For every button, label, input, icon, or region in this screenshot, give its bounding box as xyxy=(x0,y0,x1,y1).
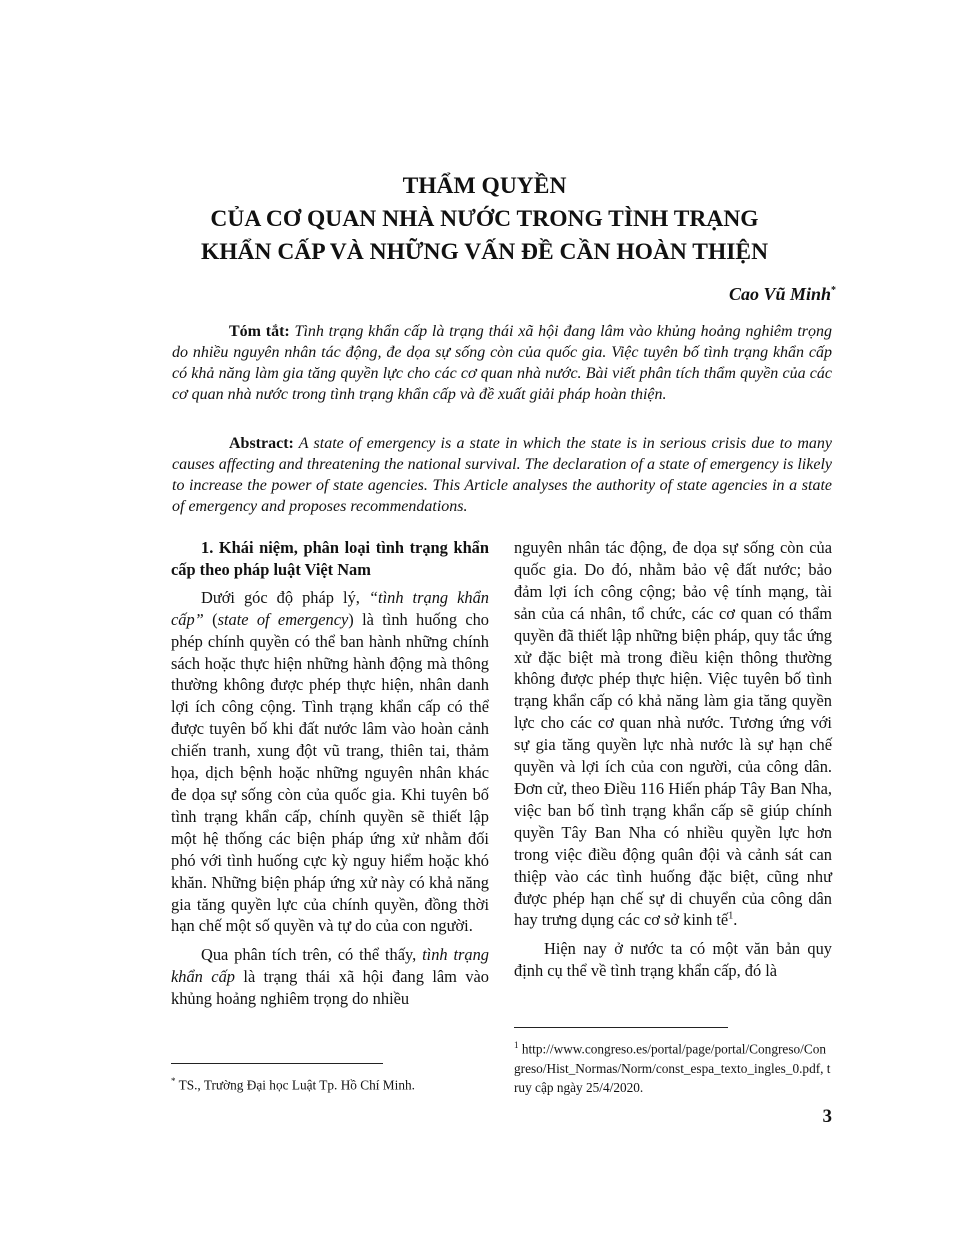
term-vi: “tình trạng khẩn cấp” xyxy=(171,587,489,629)
paragraph-2: Qua phân tích trên, có thể thấy, tình trạng khẩn cấp là trạng thái xã hội đang lâm vào khủng hoảng nghiêm trọng do nhiều xyxy=(171,945,490,1009)
paragraph-1: Dưới góc độ pháp lý, “tình trạng khẩn cấp” (state of emergency) là tình huống cho phép chính quyền có thể ban hành những chính sách hoặc thực hiện những hành động mà thông thường không được phép thực hiện, nhân danh lợi ích công cộng. Tình trạng khẩn cấp có thể được tuyên bố khi đất nước lâm vào hoàn cảnh chiến tranh, xung đột vũ trang, thiên tai, thảm họa, dịch bệnh hoặc những nguyên nhân khác đe dọa sự sống còn của quốc gia. Khi tuyên bố tình trạng khẩn cấp, chính quyền sẽ thiết lập một hệ thống các biện pháp ứng xử nhằm đối phó với tình huống cực kỳ nguy hiểm hoặc khó khăn. Những biện pháp ứng xử này có khả năng gia tăng quyền lực của chính quyền, đồng thời hạn chế một số quyền và tự do của con người. xyxy=(171,587,489,936)
abstract-vietnamese xyxy=(172,321,832,405)
title-line-2: CỦA CƠ QUAN NHÀ NƯỚC TRONG TÌNH TRẠNG xyxy=(210,206,759,232)
author xyxy=(729,284,836,305)
term-definition: tình trạng khẩn cấp xyxy=(171,945,489,987)
paragraph-4: Hiện nay ở nước ta có một văn bản quy định cụ thể về tình trạng khẩn cấp, đó là xyxy=(514,939,832,981)
footnote-author: * TS., Trường Đại học Luật Tp. Hồ Chí Minh. xyxy=(171,1076,415,1093)
footnote-divider-right xyxy=(514,1027,728,1028)
footnote-1: $^1$ http://www.congreso.es/portal/page/portal/Congreso/Congreso/Hist_Normas/Norm/const_espa_texto_ingles_0.pdf, truy cập ngày 25/4/2020. xyxy=(514,1040,831,1096)
footnote-divider-left xyxy=(171,1063,383,1064)
title-line-1: THẨM QUYỀN xyxy=(402,173,567,199)
author-name: Cao Vũ Minh xyxy=(728,284,831,304)
paragraph-3: nguyên nhân tác động, đe dọa sự sống còn của quốc gia. Do đó, nhằm bảo vệ đất nước; bảo đảm lợi ích công cộng; bảo vệ tính mạng, tài sản của cá nhân, tổ chức, các cơ quan có thẩm quyền đã thiết lập những biện pháp, quy tắc ứng xử đặc biệt mà trong điều kiện thông thường không được phép thực hiện. Việc tuyên bố tình trạng khẩn cấp có khả năng làm gia tăng quyền lực cho các cơ quan nhà nước. Tương ứng với sự gia tăng quyền lực nhà nước là sự hạn chế quyền và lợi ích của con người, của công dân. Đơn cử, theo Điều 116 Hiến pháp Tây Ban Nha, việc ban bố tình trạng khẩn cấp sẽ giúp chính quyền Tây Ban Nha có nhiều quyền lực hơn trong việc điều động quân đội và cảnh sát can thiệp vào các tình huống đặc biệt, cũng như được phép hạn chế sự di chuyển của công dân hay trưng dụng các cơ sở kinh tế$^1$. xyxy=(514,538,832,930)
body-column-right xyxy=(514,537,832,989)
abstract-vi-text: Tình trạng khẩn cấp là trạng thái xã hội đang lâm vào khủng hoảng nghiêm trọng do nhiều nguyên nhân tác động, đe dọa sự sống còn của quốc gia. Việc tuyên bố tình trạng khẩn cấp có khả năng làm gia tăng quyền lực cho các cơ quan nhà nước. Bài viết phân tích thẩm quyền của các cơ quan nhà nước trong tình trạng khẩn cấp và đề xuất giải pháp hoàn thiện. xyxy=(172,323,833,403)
abstract-en-label: Abstract: xyxy=(229,435,294,452)
article-title xyxy=(0,170,969,269)
page-number: 3 xyxy=(822,1106,832,1127)
footnote-ref-1[interactable]: 1 xyxy=(728,910,734,922)
section-heading: 1. Khái niệm, phân loại tình trạng khẩn cấp theo pháp luật Việt Nam xyxy=(171,538,489,579)
footnote-1-link[interactable]: http://www.congreso.es/portal/page/portal/Congreso/Congreso/Hist_Normas/Norm/const_espa_texto_ingles_0.pdf, truy cập ngày 25/4/2020. xyxy=(514,1041,831,1096)
term-en: state of emergency xyxy=(217,609,349,629)
body-column-left xyxy=(171,537,489,1017)
abstract-en-text: A state of emergency is a state in which the state is in serious crisis due to many causes affecting and threatening the national survival. The declaration of a state of emergency is likely to increase the power of state agencies. This Article analyses the authority of state agencies in a state of emergency and proposes recommendations. xyxy=(172,435,832,515)
title-line-3: KHẨN CẤP VÀ NHỮNG VẤN ĐỀ CẦN HOÀN THIỆN xyxy=(200,239,769,265)
abstract-vi-label: Tóm tắt: xyxy=(229,323,290,340)
author-footnote-mark: * xyxy=(831,285,836,296)
abstract-english xyxy=(172,433,832,517)
